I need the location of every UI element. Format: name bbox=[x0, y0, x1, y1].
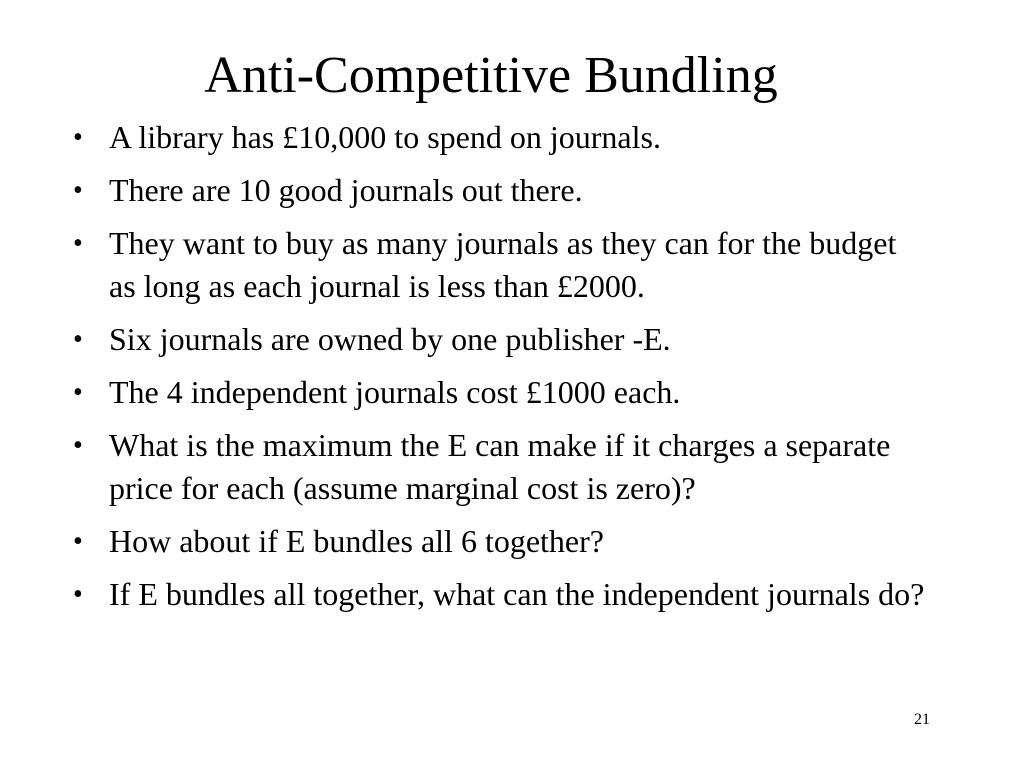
bullet-text: How about if E bundles all 6 together? bbox=[109, 523, 604, 559]
bullet-dot-icon: • bbox=[73, 430, 83, 461]
bullet-dot-icon: • bbox=[73, 122, 83, 153]
bullet-text: They want to buy as many journals as they can for the budget as long as each journal is less than £2000. bbox=[109, 225, 897, 304]
bullet-item bbox=[0, 169, 1024, 212]
bullet-text: If E bundles all together, what can the independent journals do? bbox=[109, 576, 925, 612]
bullet-dot-icon: • bbox=[73, 324, 83, 355]
bullet-item bbox=[0, 573, 1024, 616]
slide-title: Anti-Competitive Bundling bbox=[204, 47, 778, 104]
bullet-dot-icon: • bbox=[73, 377, 83, 408]
bullet-dot-icon: • bbox=[73, 228, 83, 259]
bullet-item bbox=[0, 116, 1024, 159]
bullet-text: What is the maximum the E can make if it charges a separate price for each (assume marginal cost is zero)? bbox=[109, 427, 891, 506]
bullet-item bbox=[0, 424, 1024, 510]
bullet-list bbox=[0, 116, 1024, 626]
bullet-dot-icon: • bbox=[73, 526, 83, 557]
bullet-item bbox=[0, 371, 1024, 414]
bullet-text: The 4 independent journals cost £1000 each. bbox=[109, 374, 681, 410]
bullet-item bbox=[0, 318, 1024, 361]
bullet-item bbox=[0, 222, 1024, 308]
page-number: 21 bbox=[914, 711, 930, 728]
bullet-text: A library has £10,000 to spend on journals. bbox=[109, 119, 661, 155]
bullet-item bbox=[0, 520, 1024, 563]
bullet-dot-icon: • bbox=[73, 175, 83, 206]
bullet-dot-icon: • bbox=[73, 579, 83, 610]
bullet-text: There are 10 good journals out there. bbox=[109, 172, 583, 208]
bullet-text: Six journals are owned by one publisher -E. bbox=[109, 321, 671, 357]
